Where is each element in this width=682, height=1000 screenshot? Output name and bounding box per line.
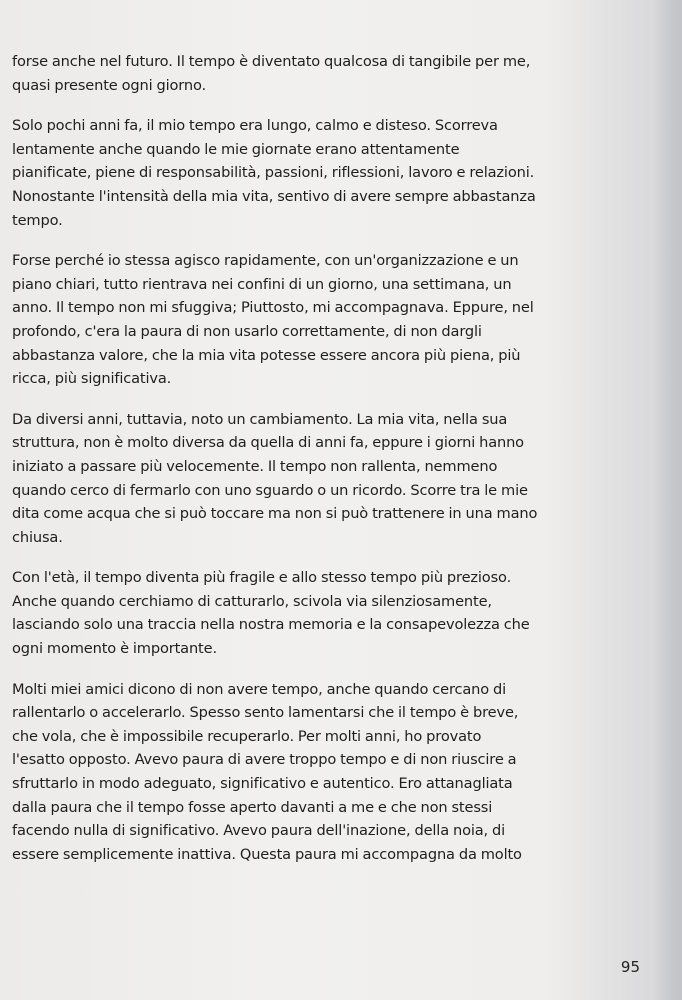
page-number: 95 (620, 958, 640, 976)
paragraph: Con l'età, il tempo diventa più fragile e allo stesso tempo più prezioso. Anche quando cerchiamo di catturarlo, scivola via silenziosamente, lasciando solo una traccia nella nostra memoria e la consapevolezza che ogni momento è importante. (12, 569, 530, 658)
paragraph: Solo pochi anni fa, il mio tempo era lungo, calmo e disteso. Scorreva lentamente anche quando le mie giornate erano attentamente pianificate, piene di responsabilità, passioni, riflessioni, lavoro e relazioni. Nonostante l'intensità della mia vita, sentivo di avere sempre abbastanza tempo. (12, 117, 536, 229)
page-edge-shadow (652, 0, 682, 1000)
paragraph: forse anche nel futuro. Il tempo è diventato qualcosa di tangibile per me, quasi presente ogni giorno. (12, 53, 531, 94)
paragraph: Molti miei amici dicono di non avere tempo, anche quando cercano di rallentarlo o accelerarlo. Spesso sento lamentarsi che il tempo è breve, che vola, che è impossibile recuperarlo. Per molti anni, ho provato l'esatto opposto. Avevo paura di avere troppo tempo e di non riuscire a sfruttarlo in modo adeguato, significativo e autentico. Ero attanagliata dalla paura che il tempo fosse aperto davanti a me e che non stessi facendo nulla di significativo. Avevo paura dell'inazione, della noia, di essere semplicemente inattiva. Questa paura mi accompagna da molto (12, 680, 522, 863)
paragraph: Da diversi anni, tuttavia, noto un cambiamento. La mia vita, nella sua struttura, non è molto diversa da quella di anni fa, eppure i giorni hanno iniziato a passare più velocemente. Il tempo non rallenta, nemmeno quando cerco di fermarlo con uno sguardo o un ricordo. Scorre tra le mie dita come acqua che si può toccare ma non si può trattenere in una mano chiusa. (12, 410, 538, 546)
paragraph: Forse perché io stessa agisco rapidamente, con un'organizzazione e un piano chiari, tutto rientrava nei confini di un giorno, una settimana, un anno. Il tempo non mi sfuggiva; Piuttosto, mi accompagnava. Eppure, nel profondo, c'era la paura di non usarlo correttamente, di non dargli abbastanza valore, che la mia vita potesse essere ancora più piena, più ricca, più significativa. (12, 252, 534, 388)
body-text (12, 50, 642, 883)
